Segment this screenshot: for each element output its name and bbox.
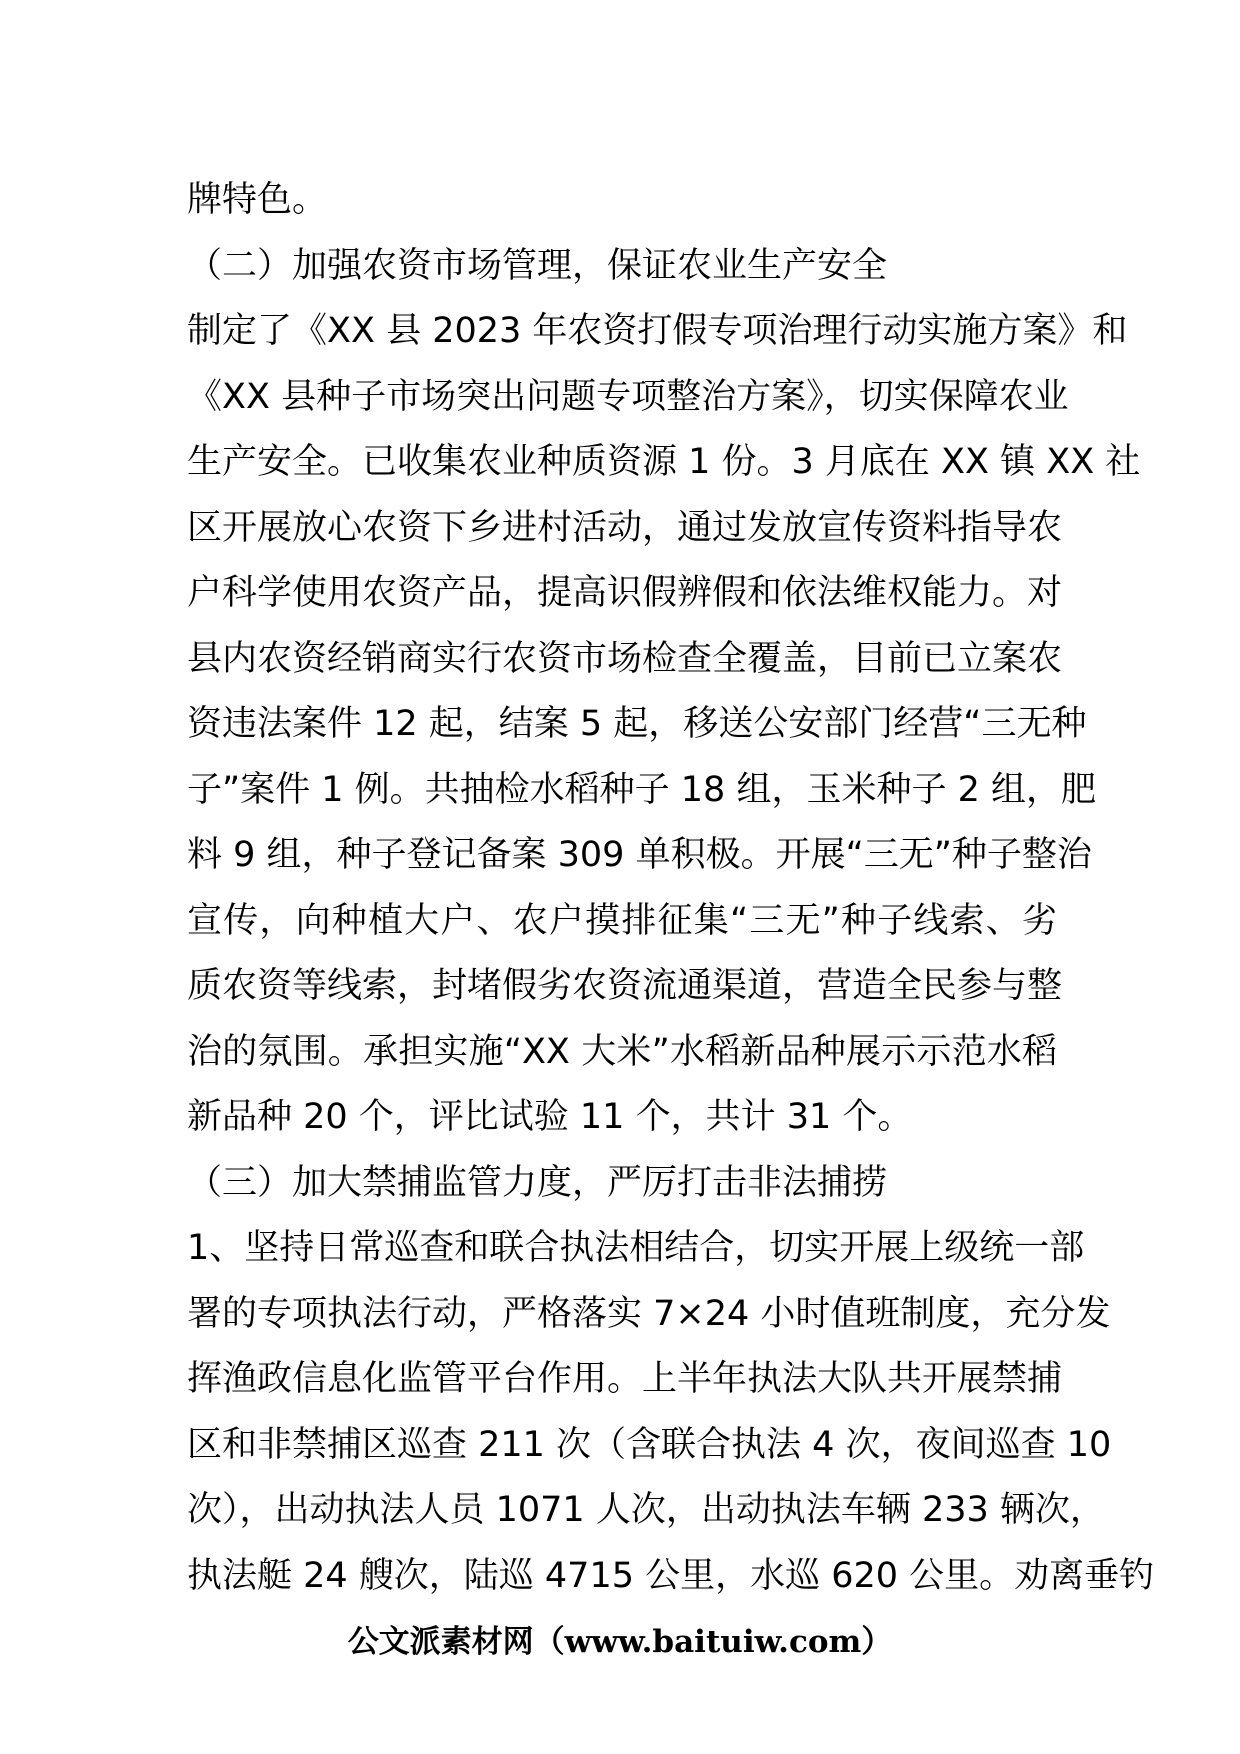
document-body: [187, 168, 1155, 1609]
text-line: 治的氛围。承担实施“XX 大米”水稻新品种展示示范水稻: [187, 1031, 1057, 1072]
text-line: 县内农资经销商实行农资市场检查全覆盖，目前已立案农: [187, 638, 1063, 679]
text-line: 新品种 20 个，评比试验 11 个，共计 31 个。: [187, 1097, 913, 1137]
text-line: 区开展放心农资下乡进村活动，通过发放宣传资料指导农: [187, 507, 1063, 548]
text-line: 区和非禁捕区巡查 211 次（含联合执法 4 次，夜间巡查 10: [187, 1424, 1112, 1465]
text-line: 生产安全。已收集农业种质资源 1 份。3 月底在 XX 镇 XX 社: [187, 442, 1141, 482]
text-line: 宣传，向种植大户、农户摸排征集“三无”种子线索、劣: [187, 900, 1057, 941]
text-line: 资违法案件 12 起，结案 5 起，移送公安部门经营“三无种: [187, 704, 1087, 744]
text-line: 牌特色。: [187, 180, 328, 220]
text-line: 料 9 组，种子登记备案 309 单积极。开展“三无”种子整治: [187, 835, 1092, 875]
text-line: 质农资等线索，封堵假劣农资流通渠道，营造全民参与整: [187, 966, 1063, 1006]
text-line: 户科学使用农资产品，提高识假辨假和依法维权能力。对: [187, 573, 1063, 613]
text-line: 执法艇 24 艘次，陆巡 4715 公里，水巡 620 公里。劝离垂钓: [187, 1555, 1155, 1596]
footer-watermark: 公文派素材网（www.baituiw.com）: [347, 1624, 893, 1660]
text-line: 子”案件 1 例。共抽检水稻种子 18 组，玉米种子 2 组，肥: [187, 769, 1096, 810]
section-heading: （三）加大禁捕监管力度，严厉打击非法捕捞: [187, 1162, 888, 1203]
text-line: 次），出动执法人员 1071 人次，出动执法车辆 233 辆次，: [187, 1490, 1105, 1530]
text-line: 《XX 县种子市场突出问题专项整治方案》，切实保障农业: [187, 376, 1069, 417]
text-line: 署的专项执法行动，严格落实 7×24 小时值班制度，充分发: [187, 1293, 1111, 1334]
section-heading: （二）加强农资市场管理，保证农业生产安全: [187, 245, 888, 286]
text-line: 1、坚持日常巡查和联合执法相结合，切实开展上级统一部: [187, 1228, 1085, 1268]
text-line: 挥渔政信息化监管平台作用。上半年执法大队共开展禁捕: [187, 1359, 1063, 1399]
text-line: 制定了《XX 县 2023 年农资打假专项治理行动实施方案》和: [187, 311, 1128, 351]
